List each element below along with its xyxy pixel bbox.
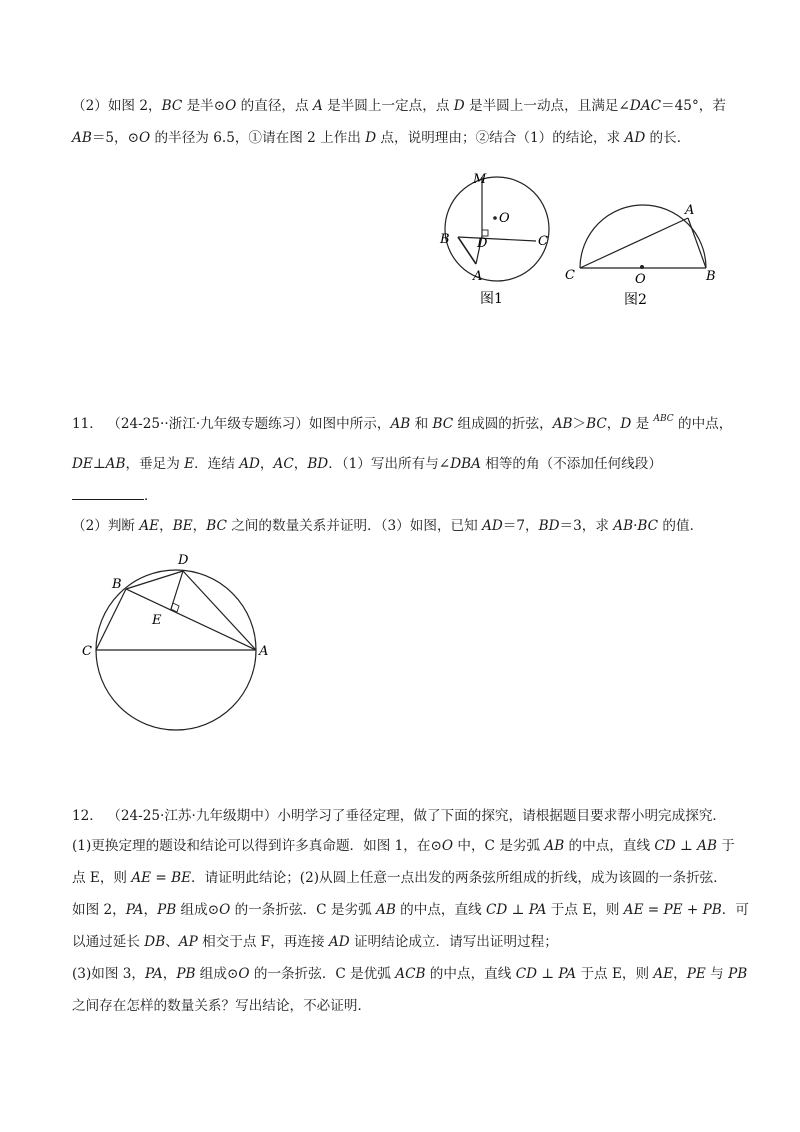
q12-line5: 以通过延长 DB、AP 相交于点 F，再连接 AD 证明结论成立．请写出证明过程； (72, 934, 558, 950)
fig1-caption: 图1 (480, 291, 503, 307)
fig2-label-b: B (706, 269, 716, 284)
q12-line7: 之间存在怎样的数量关系？写出结论，不必证明． (72, 998, 372, 1014)
q11-line4: （2）判断 AE，BE，BC 之间的数量关系并证明．（3）如图，已知 AD＝7，BD＝3，求 AB·BC 的值． (72, 518, 704, 534)
fig1-label-c: C (538, 234, 548, 249)
fig2-label-c: C (565, 268, 575, 283)
answer-blank[interactable] (72, 487, 144, 500)
q10-part2-line1: （2）如图 2，BC 是半⊙O 的直径，点 A 是半圆上一定点，点 D 是半圆上一动点，且满足∠DAC＝45°，若 (72, 98, 726, 114)
figure-2 (560, 198, 725, 313)
q12-line3: 点 E，则 AE = BE．请证明此结论；(2)从圆上任意一点出发的两条弦所组成的折线，成为该圆的一条折弦． (72, 870, 727, 886)
q11-number: 11． (72, 416, 103, 432)
fig2-label-o: O (635, 272, 646, 287)
fig2-label-a: A (685, 203, 695, 218)
q11-source: （24-25··浙江·九年级专题练习） (107, 416, 309, 432)
figure-q11 (76, 548, 276, 738)
q12-line2: (1)更换定理的题设和结论可以得到许多真命题．如图 1，在⊙O 中，C 是劣弧 AB 的中点，直线 CD ⊥ AB 于 (72, 838, 735, 854)
fig3-label-c: C (82, 644, 92, 659)
fig3-label-b: B (112, 577, 122, 592)
fig3-label-d: D (178, 553, 189, 568)
fig1-label-m: M (473, 172, 487, 187)
fig1-label-a: A (473, 269, 483, 284)
arc-abc: ABC (653, 414, 674, 424)
fig1-label-d: D (477, 236, 488, 251)
fig1-label-b: B (440, 232, 450, 247)
q12-number: 12． (72, 808, 103, 824)
figure-1 (430, 165, 565, 315)
q12-source: （24-25·江苏·九年级期中） (107, 808, 278, 824)
fig3-label-a: A (259, 644, 269, 659)
q12-line4: 如图 2，PA，PB 组成⊙O 的一条折弦．C 是劣弧 AB 的中点，直线 CD ⊥ PA 于点 E，则 AE = PE + PB．可 (72, 902, 749, 918)
fig3-label-e: E (152, 613, 162, 628)
q12-line1: 12． （24-25·江苏·九年级期中）小明学习了垂径定理，做了下面的探究，请根据题目要求帮小明完成探究． (72, 808, 727, 824)
q11-line1: 11． （24-25··浙江·九年级专题练习）如图中所示，AB 和 BC 组成圆的折弦，AB＞BC，D 是 $^{ABC}$ 的中点， (72, 414, 733, 432)
fig2-caption: 图2 (624, 292, 647, 308)
q11-line2: DE⊥AB，垂足为 E．连结 AD，AC，BD．（1）写出所有与∠DBA 相等的角（不添加任何线段） (72, 456, 662, 472)
q12-line6: (3)如图 3，PA，PB 组成⊙O 的一条折弦．C 是优弧 ACB 的中点，直线 CD ⊥ PA 于点 E，则 AE，PE 与 PB (72, 966, 748, 982)
q11-line3: ． (72, 486, 158, 506)
q10-part2-line2: AB＝5，⊙O 的半径为 6.5，①请在图 2 上作出 D 点，说明理由；②结合（1）的结论，求 AD 的长． (72, 130, 691, 146)
fig1-label-o: O (499, 211, 510, 226)
